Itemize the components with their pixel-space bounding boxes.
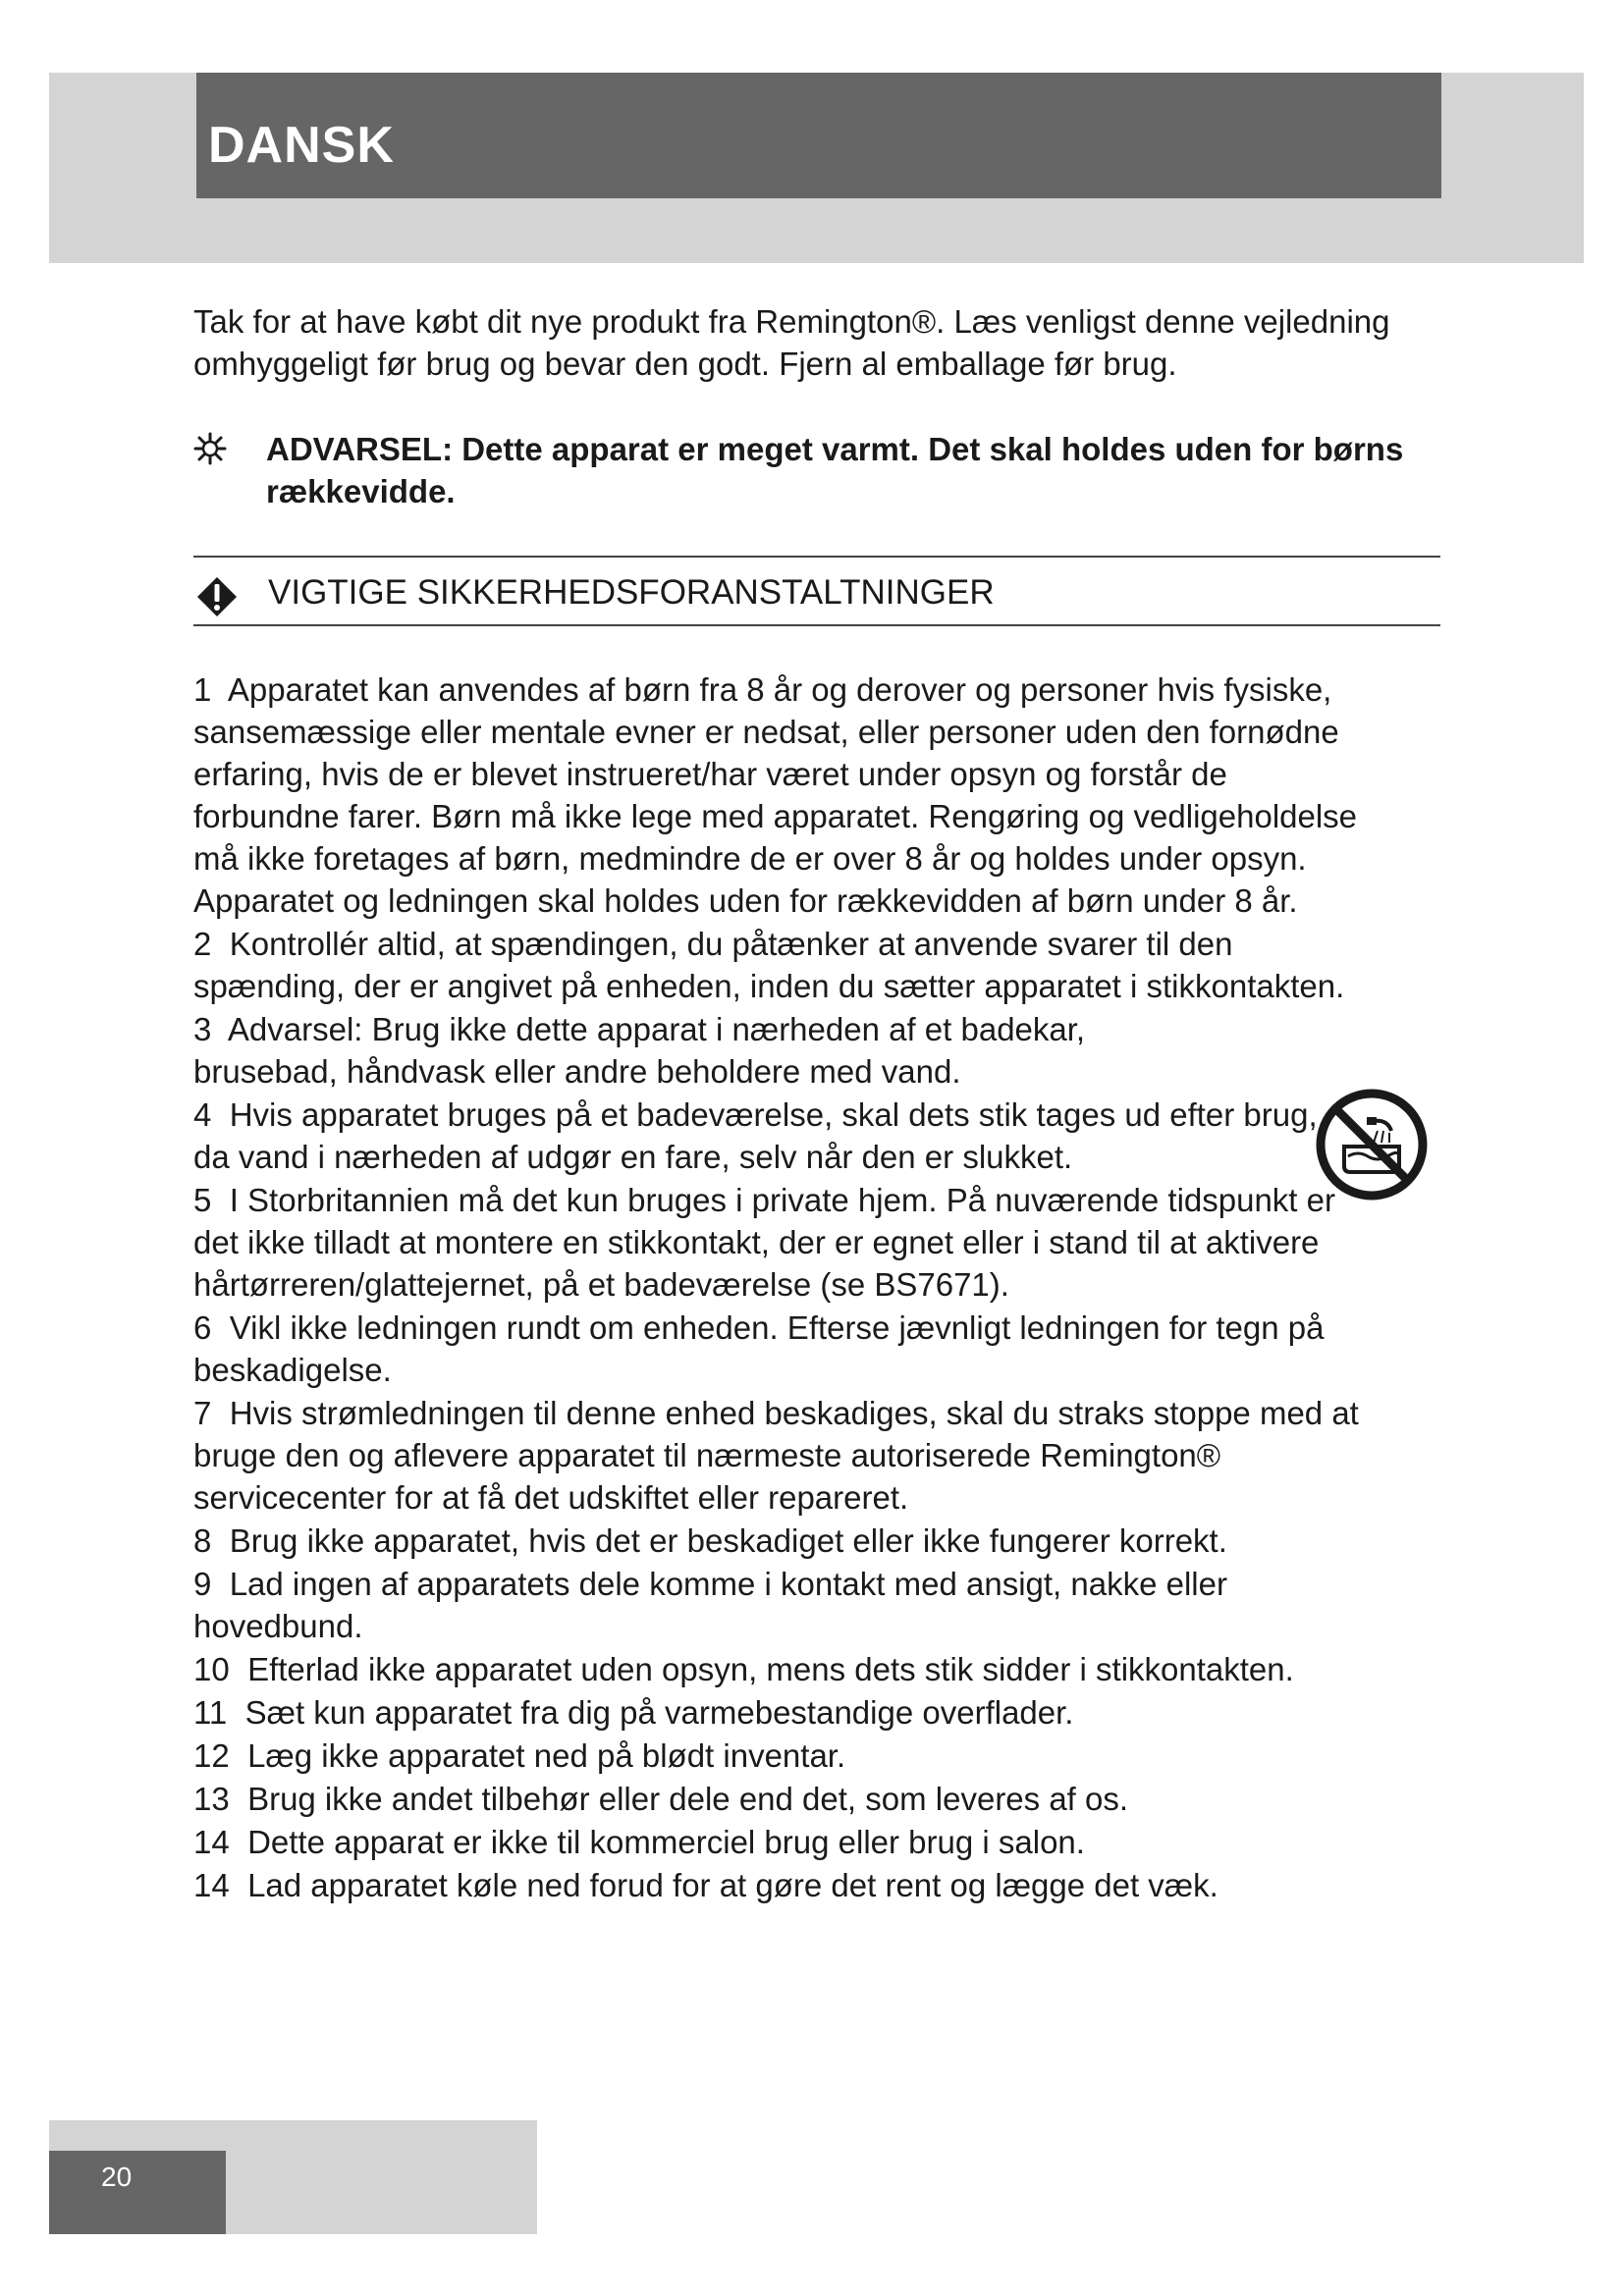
item-number: 1: [193, 671, 212, 708]
item-text: Sæt kun apparatet fra dig på varmebestandige overflader.: [244, 1694, 1074, 1731]
heat-warning-icon: [193, 432, 227, 465]
list-item: [193, 1179, 1362, 1306]
item-text: Apparatet kan anvendes af børn fra 8 år og derover og personer hvis fysiske, sansemæssige eller mentale evner er nedsat, eller personer uden den fornødne erfaring, hvis de er blevet instrueret/har været under opsyn og forstår de forbundne farer. Børn må ikke lege med apparatet. Rengøring og vedligeholdelse må ikke foretages af børn, medmindre de er over 8 år og holdes under opsyn. Apparatet og ledningen skal holdes uden for rækkevidden af børn under 8 år.: [193, 671, 1358, 919]
list-item: [193, 1778, 1362, 1820]
list-item: [193, 1520, 1362, 1562]
exclamation-diamond-icon: [195, 575, 239, 618]
section-divider-bottom: [193, 624, 1440, 626]
list-item: [193, 923, 1362, 1007]
item-text: Kontrollér altid, at spændingen, du påtænker at anvende svarer til den spænding, der er angivet på enheden, inden du sætter apparatet i stikkontakten.: [193, 926, 1345, 1004]
item-number: 3: [193, 1011, 212, 1047]
section-heading: VIGTIGE SIKKERHEDSFORANSTALTNINGER: [268, 573, 995, 612]
safety-list: [193, 668, 1401, 1907]
page-title: DANSK: [208, 117, 395, 174]
list-item: [193, 1563, 1362, 1647]
item-number: 4: [193, 1096, 212, 1133]
item-text: Efterlad ikke apparatet uden opsyn, mens dets stik sidder i stikkontakten.: [247, 1651, 1294, 1687]
item-number: 7: [193, 1395, 212, 1431]
item-number: 9: [193, 1566, 212, 1602]
item-number: 2: [193, 926, 212, 962]
section-divider-top: [193, 556, 1440, 558]
item-number: 11: [193, 1694, 228, 1731]
list-item: [193, 1648, 1362, 1690]
list-item: [193, 1821, 1362, 1863]
item-text: Brug ikke andet tilbehør eller dele end det, som leveres af os.: [247, 1781, 1129, 1817]
item-text: Advarsel: Brug ikke dette apparat i nærheden af et badekar, brusebad, håndvask eller andre beholdere med vand.: [193, 1011, 1086, 1090]
item-text: I Storbritannien må det kun bruges i private hjem. På nuværende tidspunkt er det ikke tilladt at montere en stikkontakt, der er egnet eller i stand til at aktivere hårtørreren/glattejernet, på et badeværelse (se BS7671).: [193, 1182, 1335, 1303]
item-text: Hvis apparatet bruges på et badeværelse, skal dets stik tages ud efter brug, da vand i nærheden af udgør en fare, selv når den er slukket.: [193, 1096, 1318, 1175]
no-water-bath-icon: [1313, 1086, 1431, 1203]
item-number: 12: [193, 1737, 230, 1774]
item-text: Dette apparat er ikke til kommerciel brug eller brug i salon.: [247, 1824, 1085, 1860]
list-item: [193, 1864, 1362, 1906]
list-item: [193, 1307, 1362, 1391]
item-number: 5: [193, 1182, 212, 1218]
item-number: 10: [193, 1651, 230, 1687]
list-item: [193, 1735, 1362, 1777]
item-text: Læg ikke apparatet ned på blødt inventar.: [247, 1737, 846, 1774]
page-number: 20: [101, 2162, 133, 2192]
list-item: [193, 1008, 1136, 1093]
list-item: [193, 1094, 1362, 1178]
item-text: Hvis strømledningen til denne enhed beskadiges, skal du straks stoppe med at bruge den og aflevere apparatet til nærmeste autoriserede Remington® servicecenter for at få det udskiftet eller repareret.: [193, 1395, 1359, 1516]
page-number-box: [49, 2151, 226, 2234]
item-number: 6: [193, 1309, 212, 1346]
item-text: Brug ikke apparatet, hvis det er beskadiget eller ikke fungerer korrekt.: [229, 1522, 1227, 1559]
item-number: 14: [193, 1867, 230, 1903]
list-item: [193, 668, 1362, 922]
list-item: [193, 1392, 1362, 1519]
item-number: 14: [193, 1824, 230, 1860]
warning-text: ADVARSEL: Dette apparat er meget varmt. Det skal holdes uden for børns rækkevidde.: [266, 431, 1404, 509]
item-text: Lad ingen af apparatets dele komme i kontakt med ansigt, nakke eller hovedbund.: [193, 1566, 1227, 1644]
list-item: [193, 1691, 1362, 1734]
item-number: 13: [193, 1781, 230, 1817]
item-text: Vikl ikke ledningen rundt om enheden. Efterse jævnligt ledningen for tegn på beskadigelse.: [193, 1309, 1325, 1388]
item-text: Lad apparatet køle ned forud for at gøre det rent og lægge det væk.: [247, 1867, 1218, 1903]
item-number: 8: [193, 1522, 212, 1559]
intro-text: Tak for at have købt dit nye produkt fra Remington®. Læs venligst denne vejledning omhyggeligt før brug og bevar den godt. Fjern al emballage før brug.: [193, 303, 1390, 382]
